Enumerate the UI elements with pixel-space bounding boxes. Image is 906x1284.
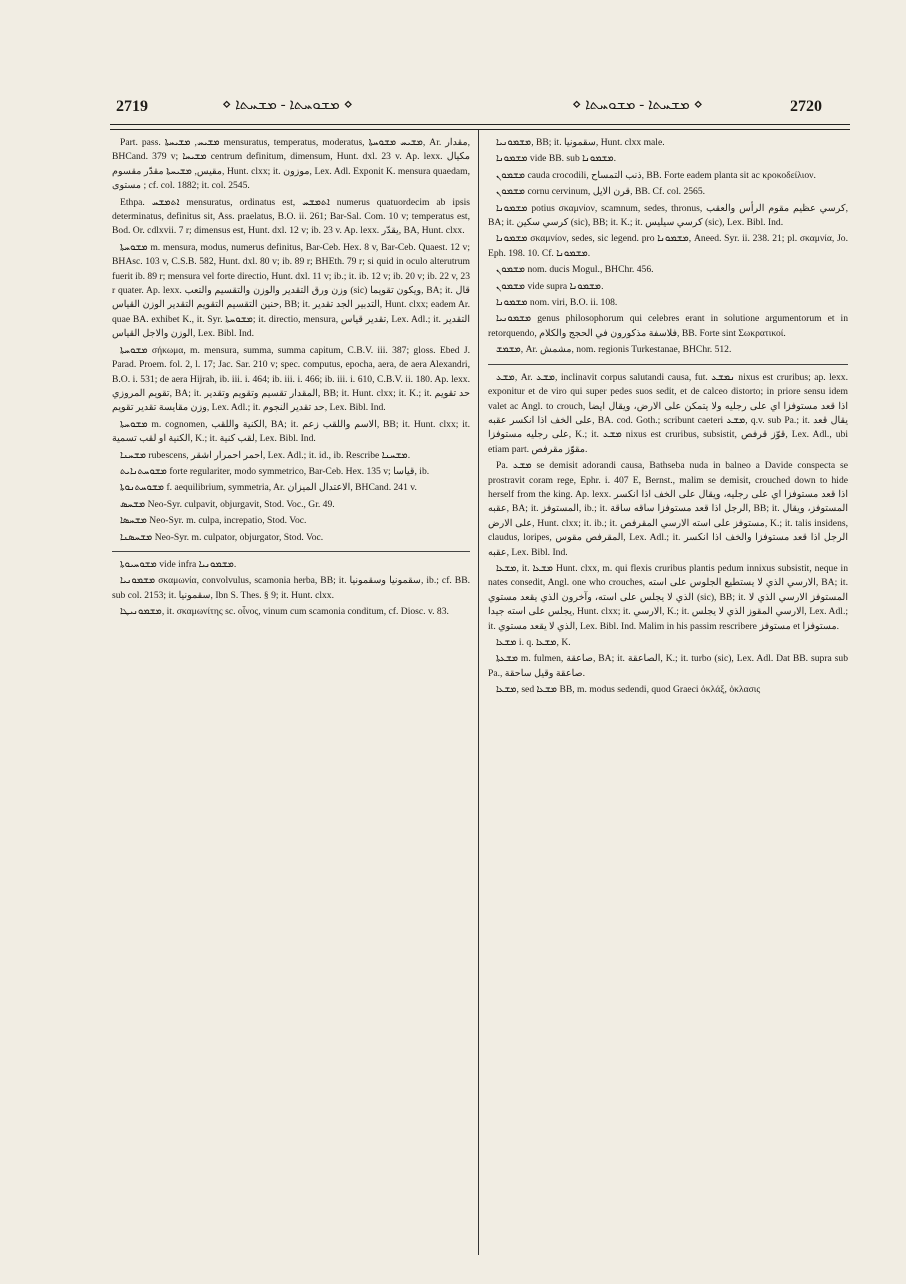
right-column <box>488 136 848 1256</box>
dictionary-entry: Ethpa. ܐܬܡܫܚ mensuratus, ordinatus est, ܐܬܡܫܚ numerus quatuordecim ab ipsis determinatus, definitus sit, Ass. praelatus, B.O. ii. 261; Bar-Sal. Com. 10 v; temperatus est, Bod. Or. cdlxvii. 7 r; dimensus est, Hunt. dxl. 12 v; ib. 23 v. Ap. lexx. يقدّر, BA, Hunt. clxx. <box>112 196 470 237</box>
dictionary-entry: ܡܫܚܢܐ rubescens, احمر احمرار اشقر, Lex. Adl.; it. id., ib. Rescribe ܡܫܚܢܐ. <box>120 449 411 461</box>
left-page-number: 2719 <box>116 98 148 115</box>
column-divider <box>478 130 479 1255</box>
dictionary-entry: ܡܫܡܘܢ vide supra ܡܫܡܘܢܐ. <box>496 280 604 292</box>
dictionary-entry: ܡܫܡܘܢܐ σκαμνίον, sedes, sic legend. pro ܡܫܡܘܢܐ, Aneed. Syr. ii. 238. 21; pl. σκαμνία, Jo. Eph. 198. 10. Cf. ܡܫܡܘܢܐ. <box>488 233 848 259</box>
dictionary-entry: ܡܫܡܘܢ cornu cervinum, قرن الايل, BB. Cf. col. 2565. <box>496 186 706 198</box>
dictionary-entry: ܡܫܡܘܢ nom. ducis Mogul., BHChr. 456. <box>496 264 654 276</box>
dictionary-entry: Pa. ܡܫܥ se demisit adorandi causa, Bathseba nuda in balneo a Davide conspecta se prostravit coram rege, Ephr. i. 407 E, Bernst., malim se demisit, crouched down to hide herself from the king. Ap. lexx. اذا قعد مستوفزا اي على رجليه، ويقال على الخف اذا انكسر عقبه, BA; it. المستوفز, ib.; it. الرجل اذا قعد مستوفزا ساقه ساقة, BB; it. المستوفز، ويقال على الارض, Hunt. clxx; it. ib.; it. مستوفز على استه الارسي المقرفص, K.; it. talis insidens, claudus, loripes, المقرفص مقوس, Lex. Adl.; it. الرجل اذا قعد مستوفزا والخف اذا انكسر عقبه, Lex. Bibl. Ind. <box>488 460 848 558</box>
dictionary-entry: ܡܫܡܘܢܐ nom. viri, B.O. ii. 108. <box>496 297 618 309</box>
right-running-title: ⋄ ܡܫܚܬܐ - ܡܫܘܚܬܐ ⋄ <box>572 97 703 113</box>
dictionary-entry: ܡܫܥܐ, it. ܡܫܥܐ Hunt. clxx, m. qui flexis cruribus plantis pedum innixus subsistit, neque in nates consedit, Angl. one who crouches, الارسي الذي لا يستطيع الجلوس على استه, BA; it. الذي لا يجلس على استه، وآخرون الذي يقعد مستوي (sic), BB; it. المستوفز الارسي الذي لا يجلس على استه جيدا, Hunt. clxx; it. الارسي, K.; it. الارسي المقوز الذي لا يجلس, Lex. Adl.; it. الذي لا يقعد مستوي, Lex. Bibl. Ind. Malim in his passim rescribere مستوفز et مستوفزا. <box>488 562 848 632</box>
dictionary-entry: ܡܫܥܐ, sed ܡܫܥܐ BB, m. modus sedendi, quod Graeci ὀκλάξ, ὀκλασις <box>496 684 761 696</box>
page-header <box>0 0 906 122</box>
dictionary-entry: ܡܫܥ, Ar. ܡܫܥ, inclinavit corpus salutandi causa, fut. ܢܡܫܥ nixus est cruribus; ap. lexx. exponitur et de viro qui super pedes suos sedit, et de calceo distorto; in priore sensu idem valet ac Angl. to crouch, اذا قعد مستوفزا اي على رجليه ولا يتمكن على الارض، ويقال ايضا على الخف اذا انكسر عقبه, BA. cod. Goth.; scribunt caeteri ܡܫܥ, q.v. sub Pa.; it. يقال قعد على رجليه مستوفزا, K.; it. ܡܫܥ nixus est cruribus, subsistit, قوّز قرفص, Lex. Adl., ubi etiam part. مقوّز مقرفص. <box>488 371 848 455</box>
dictionary-entry: ܡܫܡܘܢܐ vide BB. sub ܡܫܡܘܢܐ. <box>496 153 617 165</box>
header-rule <box>110 124 850 130</box>
dictionary-entry: ܡܫܡܘܢܐ potius σκαμνίον, scamnum, sedes, thronus, كرسي عظيم مقوم الرأس والعقب, BA; it. كرسي سكين (sic), BB; it. K.; it. كرسي سيليس (sic), Lex. Bibl. Ind. <box>488 202 848 229</box>
dictionary-entry: ܡܫܥܬܐ m. fulmen, صاعقة, BA; it. الصاعقة, K.; it. turbo (sic), Lex. Adl. Dat BB. supra sub Pa., صاعقة وقيل ساحقة. <box>488 653 848 679</box>
dictionary-entry: ܡܫܚܣܐ Neo-Syr. m. culpa, increpatio, Stod. Voc. <box>120 515 307 527</box>
right-page-number: 2720 <box>790 98 822 115</box>
dictionary-entry: ܡܫܘܚܬܐ m. cognomen, الكنية واللقب, BA; it. الاسم واللقب زعم, BB; it. Hunt. clxx; it. الكنية او لقب تسمية, K.; it. لقب كنية, Lex. Bibl. Ind. <box>112 418 470 445</box>
dictionary-entry: ܡܫܡܘܢܝܐ σκαμωνία, convolvulus, scamonia herba, BB; it. سقمونيا وسقمونيا, ib.; cf. BB. sub col. 2153; it. سقمونيا, Ibn S. Thes. § 9; it. Hunt. clxx. <box>112 575 470 601</box>
dictionary-entry: ܡܫܘܚܬܐ σήκωμα, m. mensura, summa, summa capitum, C.B.V. iii. 387; gloss. Ebed J. Parad. Proem. fol. 2, l. 17; Jac. Sar. 210 v; spec. computus, epocha, aera, de aera Alexandri, B.O. i. 531; de aera Hijrah, ib. iii. i. 464; ib. iii. i. 466; ib. iii. i. 610, C.B.V. ii. 180. Ap. lexx. تقويم المروزي, BA; it. المقدار تقسيم وتقويم وتقدير, BB; it. Hunt. clxx; it. K.; it. حد تقويم وزن مقايسة تقدير تقويم, Lex. Adl.; it. حد تقدير النجوم, Lex. Bibl. Ind. <box>112 344 470 414</box>
left-running-title: ⋄ ܡܫܘܚܬܐ - ܡܫܚܬܐ ⋄ <box>222 97 353 113</box>
dictionary-entry: Part. pass. ܡܫܝܚ, ܡܫܝܚܬܐ mensuratus, temperatus, moderatus, ܡܫܝܚ ܡܫܘܚܬܐ, Ar. مقدار, BHCand. 379 v; ܡܫܝܚܐ centrum definitum, dimensum, Hunt. dxl. 23 v. Ap. lexx. مكيال مقيس, ܡܫܝܚܬܐ مقدّر مقسوم, Hunt. clxx; it. موزون, Lex. Adl. Exponit K. mensura quaedam, مستوى ; cf. col. 1882; it. col. 2545. <box>112 137 470 192</box>
section-rule <box>112 551 470 552</box>
section-rule <box>488 364 848 365</box>
dictionary-entry: ܡܫܥܐ i. q. ܡܫܥܐ, K. <box>496 637 571 648</box>
dictionary-entry: ܡܫܘܚܬܐ m. mensura, modus, numerus definitus, Bar-Ceb. Hex. 8 v, Bar-Ceb. Quaest. 12 v; BHAsc. 103 v, C.S.B. 582, Hunt. dxl. 80 v; ib. 89 r; BHEth. 79 r; si quid in oculo alterutrum fuerit ib. 89 r; mensura vel forte directio, Hunt. dxl. 11 v; ib.; it. ib. 12 v; ib. 20 v; ib. 22 v, 23 r quater. Ap. lexx. وزن ورق التقدير والوزن والتقسيم والتعب (sic) ويكون تقويما, BA; it. قال حنين التقسيم التقويم التقدير الوزن القياس, BB; it. التدبير الجد تقدير, Hunt. clxx; eadem Ar. quae BA. exhibet K., it. Syr. ܡܫܘܚܬܐ; it. directio, mensura, تقدير قياس, Lex. Adl.; it. التقدير الوزن والاجل القياس, Lex. Bibl. Ind. <box>112 241 470 340</box>
dictionary-entry: ܡܫܘܚܬܢܐܝܬ forte regulariter, modo symmetrico, Bar-Ceb. Hex. 135 v; قياسا, ib. <box>120 465 430 477</box>
dictionary-entry: ܡܫܡܘܢܝܛܐ, it. σκαμωνίτης sc. οἶνος, vinum cum scamonia conditum, cf. Diosc. v. 83. <box>120 606 449 618</box>
dictionary-entry: ܡܫܘܚܝܘܬܐ vide infra ܡܫܡܘܢܝܐ. <box>120 558 237 570</box>
left-column <box>112 136 470 1256</box>
dictionary-entry: ܡܫܡܘܢܝܐ, BB; it. سقمونيا, Hunt. clxx male. <box>496 137 665 148</box>
dictionary-entry: ܡܫܡܘܢܝܐ genus philosophorum qui celebres erant in solutione argumentorum et in retorquendo, فلاسفة مذكورون في الحجج والكلام, BB. Forte sint Σωκρατικοί. <box>488 313 848 339</box>
dictionary-entry: ܡܫܡܫ, Ar. مشمش, nom. regionis Turkestanae, BHChr. 512. <box>496 344 732 356</box>
dictionary-entry: ܡܫܚܣ Neo-Syr. culpavit, objurgavit, Stod. Voc., Gr. 49. <box>120 498 335 510</box>
dictionary-entry: ܡܫܘܚܬܢܘܬܐ f. aequilibrium, symmetria, Ar. الاعتدال الميزان, BHCand. 241 v. <box>120 482 417 494</box>
dictionary-entry: ܡܫܚܣܢܐ Neo-Syr. m. culpator, objurgator, Stod. Voc. <box>120 531 324 543</box>
dictionary-entry: ܡܫܡܘܢ cauda crocodili, ذنب التمساح, BB. Forte eadem planta sit ac κροκοδείλιον. <box>496 169 816 181</box>
